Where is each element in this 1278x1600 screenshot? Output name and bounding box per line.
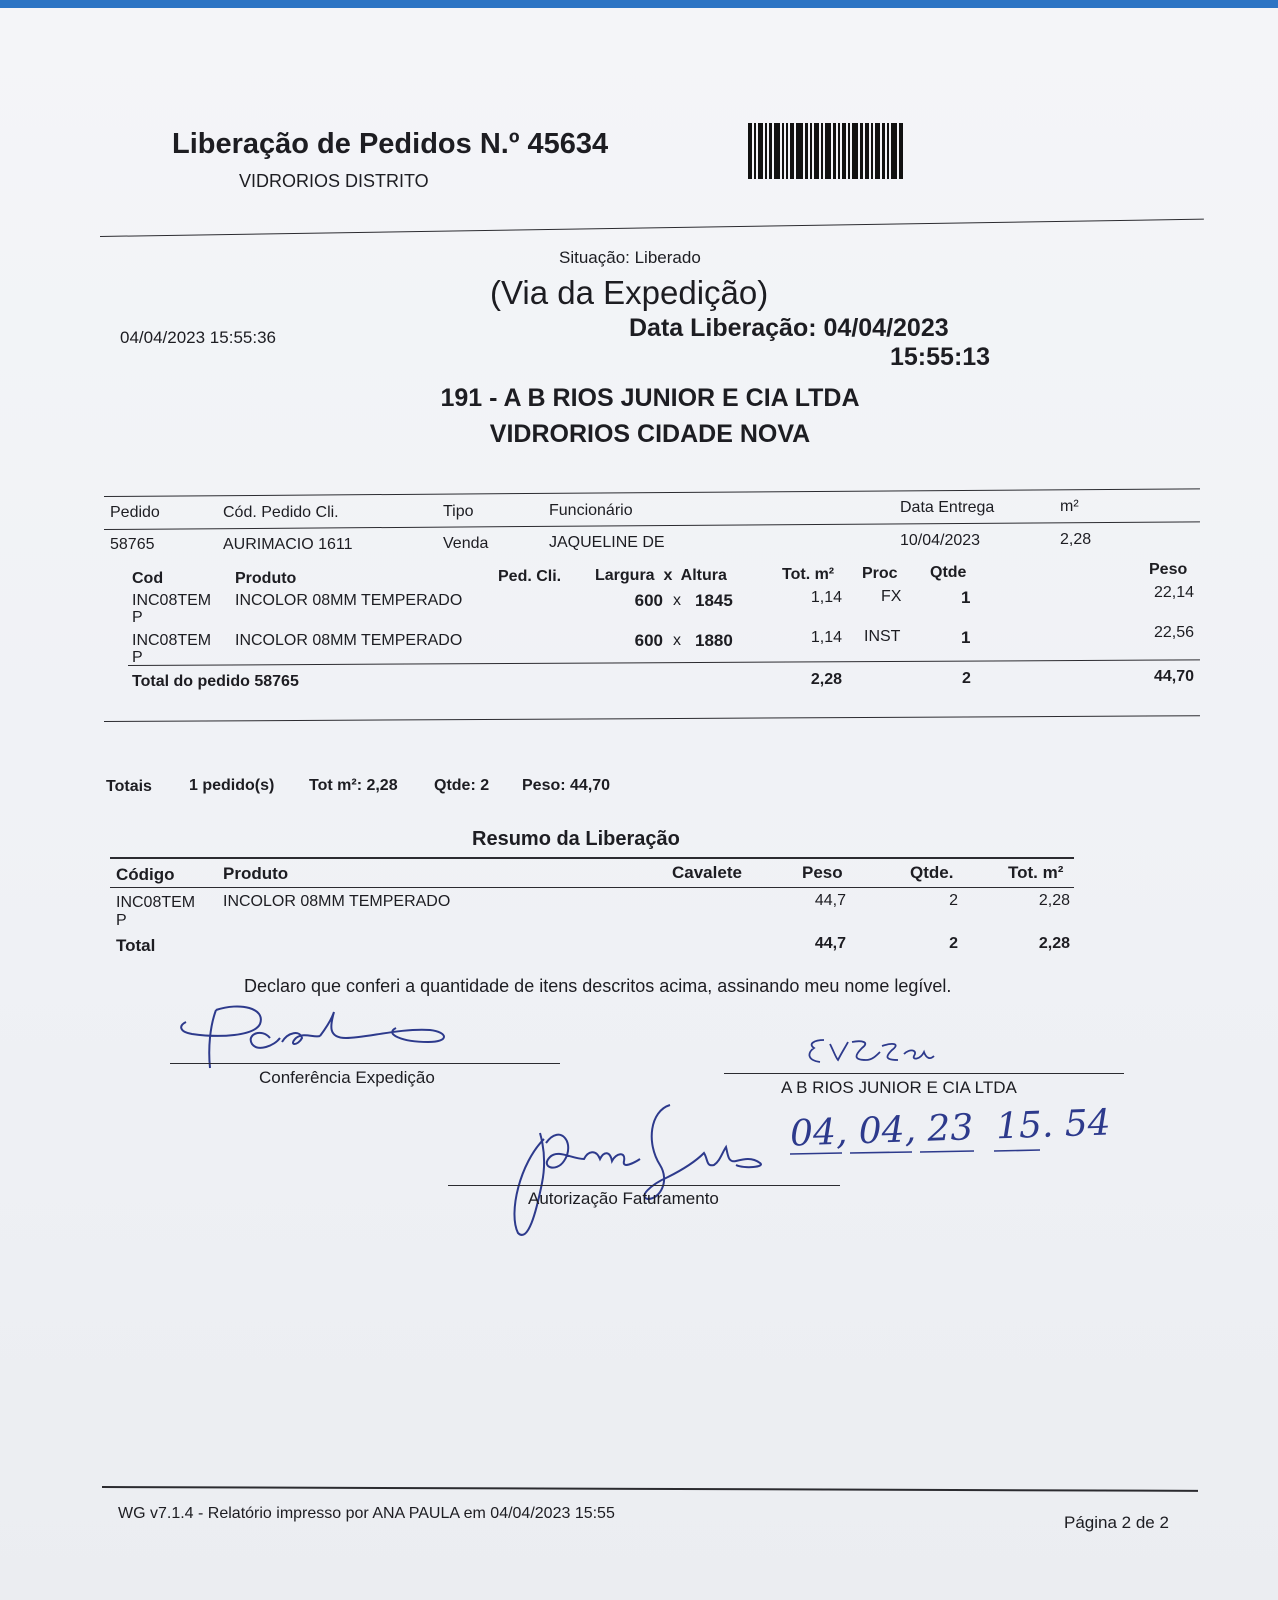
item-1-tot-m2: 1,14 xyxy=(810,589,842,606)
item-col-peso: Peso xyxy=(1149,561,1188,578)
item-1-cod: INC08TEM xyxy=(132,592,212,609)
item-1-proc: FX xyxy=(881,588,902,605)
order-total-peso: 44,70 xyxy=(1153,668,1194,685)
document-sheet xyxy=(0,8,1278,1600)
summary-total-qtde: 2 xyxy=(949,935,958,952)
col-funcionario: Funcionário xyxy=(549,502,633,519)
footer-printed-by: WG v7.1.4 - Relatório impresso por ANA PAULA em 04/04/2023 15:55 xyxy=(118,1505,615,1522)
handwritten-datetime: 04, 04, 23 15. 54 xyxy=(789,1102,1112,1155)
order-data-entrega: 10/04/2023 xyxy=(900,532,981,549)
item-col-qtde: Qtde xyxy=(930,564,967,581)
col-data-entrega: Data Entrega xyxy=(900,499,995,516)
signature-line-bottom xyxy=(448,1185,840,1186)
document-title: Liberação de Pedidos N.º 45634 xyxy=(172,128,609,160)
totals-qtde: Qtde: 2 xyxy=(434,777,490,794)
signature-ana-paula xyxy=(500,1103,780,1243)
totals-pedidos: 1 pedido(s) xyxy=(189,777,275,794)
signature-right xyxy=(800,1032,960,1072)
totals-tot-m2: Tot m²: 2,28 xyxy=(309,777,398,794)
item-col-cod: Cod xyxy=(132,570,164,587)
order-pedido: 58765 xyxy=(110,536,155,553)
col-cod-pedido-cli: Cód. Pedido Cli. xyxy=(223,504,339,521)
summary-row-codigo: INC08TEM xyxy=(116,894,196,911)
summary-col-cavalete: Cavalete xyxy=(672,863,742,882)
item-1-qtde: 1 xyxy=(961,588,971,607)
totals-label: Totais xyxy=(106,778,152,795)
order-header-rule xyxy=(104,521,1200,530)
item-2-produto: INCOLOR 08MM TEMPERADO xyxy=(235,632,463,649)
summary-col-tot-m2: Tot. m² xyxy=(1008,863,1064,882)
order-total-qtde: 2 xyxy=(962,670,971,687)
item-1-peso: 22,14 xyxy=(1153,584,1194,601)
col-pedido: Pedido xyxy=(110,504,160,521)
order-table-top-rule xyxy=(104,488,1200,497)
top-edge xyxy=(0,0,1278,8)
handwritten-date-underline xyxy=(788,1148,1088,1158)
summary-total-tot-m2: 2,28 xyxy=(1038,935,1070,952)
item-2-tot-m2: 1,14 xyxy=(810,629,842,646)
client-store: VIDRORIOS CIDADE NOVA xyxy=(489,420,811,448)
summary-total-peso: 44,7 xyxy=(814,935,846,952)
item-2-altura: 1880 xyxy=(695,631,733,650)
order-total-tot-m2: 2,28 xyxy=(810,671,842,688)
col-m2: m² xyxy=(1060,498,1079,515)
order-funcionario: JAQUELINE DE xyxy=(549,534,665,551)
item-2-x: x xyxy=(673,632,681,649)
signature-label-left: Conferência Expedição xyxy=(259,1068,435,1087)
signature-line-left xyxy=(170,1063,560,1064)
signature-paula xyxy=(170,998,470,1078)
item-1-largura: 600 xyxy=(634,591,663,610)
item-1-altura: 1845 xyxy=(695,591,733,610)
order-total-rule xyxy=(128,659,1200,666)
totals-peso: Peso: 44,70 xyxy=(522,777,611,794)
item-2-largura: 600 xyxy=(634,631,663,650)
item-2-cod: INC08TEM xyxy=(132,632,212,649)
item-col-produto: Produto xyxy=(235,570,297,587)
footer-rule xyxy=(102,1486,1198,1492)
summary-title: Resumo da Liberação xyxy=(472,828,680,850)
release-date-line1: Data Liberação: 04/04/2023 xyxy=(629,314,949,342)
signature-label-right: A B RIOS JUNIOR E CIA LTDA xyxy=(781,1078,1017,1097)
summary-row-peso: 44,7 xyxy=(814,892,846,909)
item-col-proc: Proc xyxy=(862,565,898,582)
order-cod-pedido-cli: AURIMACIO 1611 xyxy=(223,536,353,553)
via-title: (Via da Expedição) xyxy=(490,274,769,311)
signature-label-bottom: Autorização Faturamento xyxy=(528,1189,719,1208)
summary-row-codigo-cont: P xyxy=(116,912,127,929)
col-tipo: Tipo xyxy=(443,503,474,520)
company-name: VIDRORIOS DISTRITO xyxy=(239,171,429,191)
summary-row-qtde: 2 xyxy=(949,892,958,909)
item-2-qtde: 1 xyxy=(961,628,971,647)
summary-col-peso: Peso xyxy=(802,863,843,882)
release-date-line2: 15:55:13 xyxy=(890,343,991,371)
order-m2: 2,28 xyxy=(1060,531,1092,548)
summary-header-rule xyxy=(110,887,1074,888)
summary-top-rule xyxy=(110,857,1074,859)
barcode-icon xyxy=(748,123,944,179)
summary-col-codigo: Código xyxy=(116,865,175,884)
signature-line-right xyxy=(724,1073,1124,1074)
item-2-cod-cont: P xyxy=(132,649,143,666)
order-table-bottom-rule xyxy=(104,715,1200,722)
footer-page: Página 2 de 2 xyxy=(1064,1513,1169,1532)
status-text: Situação: Liberado xyxy=(559,248,701,267)
item-2-peso: 22,56 xyxy=(1153,624,1194,641)
item-col-largura-altura: Largura x Altura xyxy=(595,567,727,584)
summary-row-produto: INCOLOR 08MM TEMPERADO xyxy=(223,893,451,910)
header-divider xyxy=(100,219,1204,237)
summary-col-produto: Produto xyxy=(223,864,289,883)
item-col-ped-cli: Ped. Cli. xyxy=(498,568,562,585)
item-1-x: x xyxy=(673,592,681,609)
summary-total-label: Total xyxy=(116,936,156,955)
client-name: 191 - A B RIOS JUNIOR E CIA LTDA xyxy=(440,384,860,412)
order-total-label: Total do pedido 58765 xyxy=(132,673,299,690)
item-col-tot-m2: Tot. m² xyxy=(782,566,835,583)
order-tipo: Venda xyxy=(443,535,489,552)
item-1-produto: INCOLOR 08MM TEMPERADO xyxy=(235,592,463,609)
printed-at: 04/04/2023 15:55:36 xyxy=(120,328,276,347)
summary-row-tot-m2: 2,28 xyxy=(1038,892,1070,909)
item-1-cod-cont: P xyxy=(132,609,143,626)
summary-col-qtde: Qtde. xyxy=(910,863,954,882)
declaration-text: Declaro que conferi a quantidade de itens descritos acima, assinando meu nome legível. xyxy=(244,976,952,996)
item-2-proc: INST xyxy=(864,628,901,645)
